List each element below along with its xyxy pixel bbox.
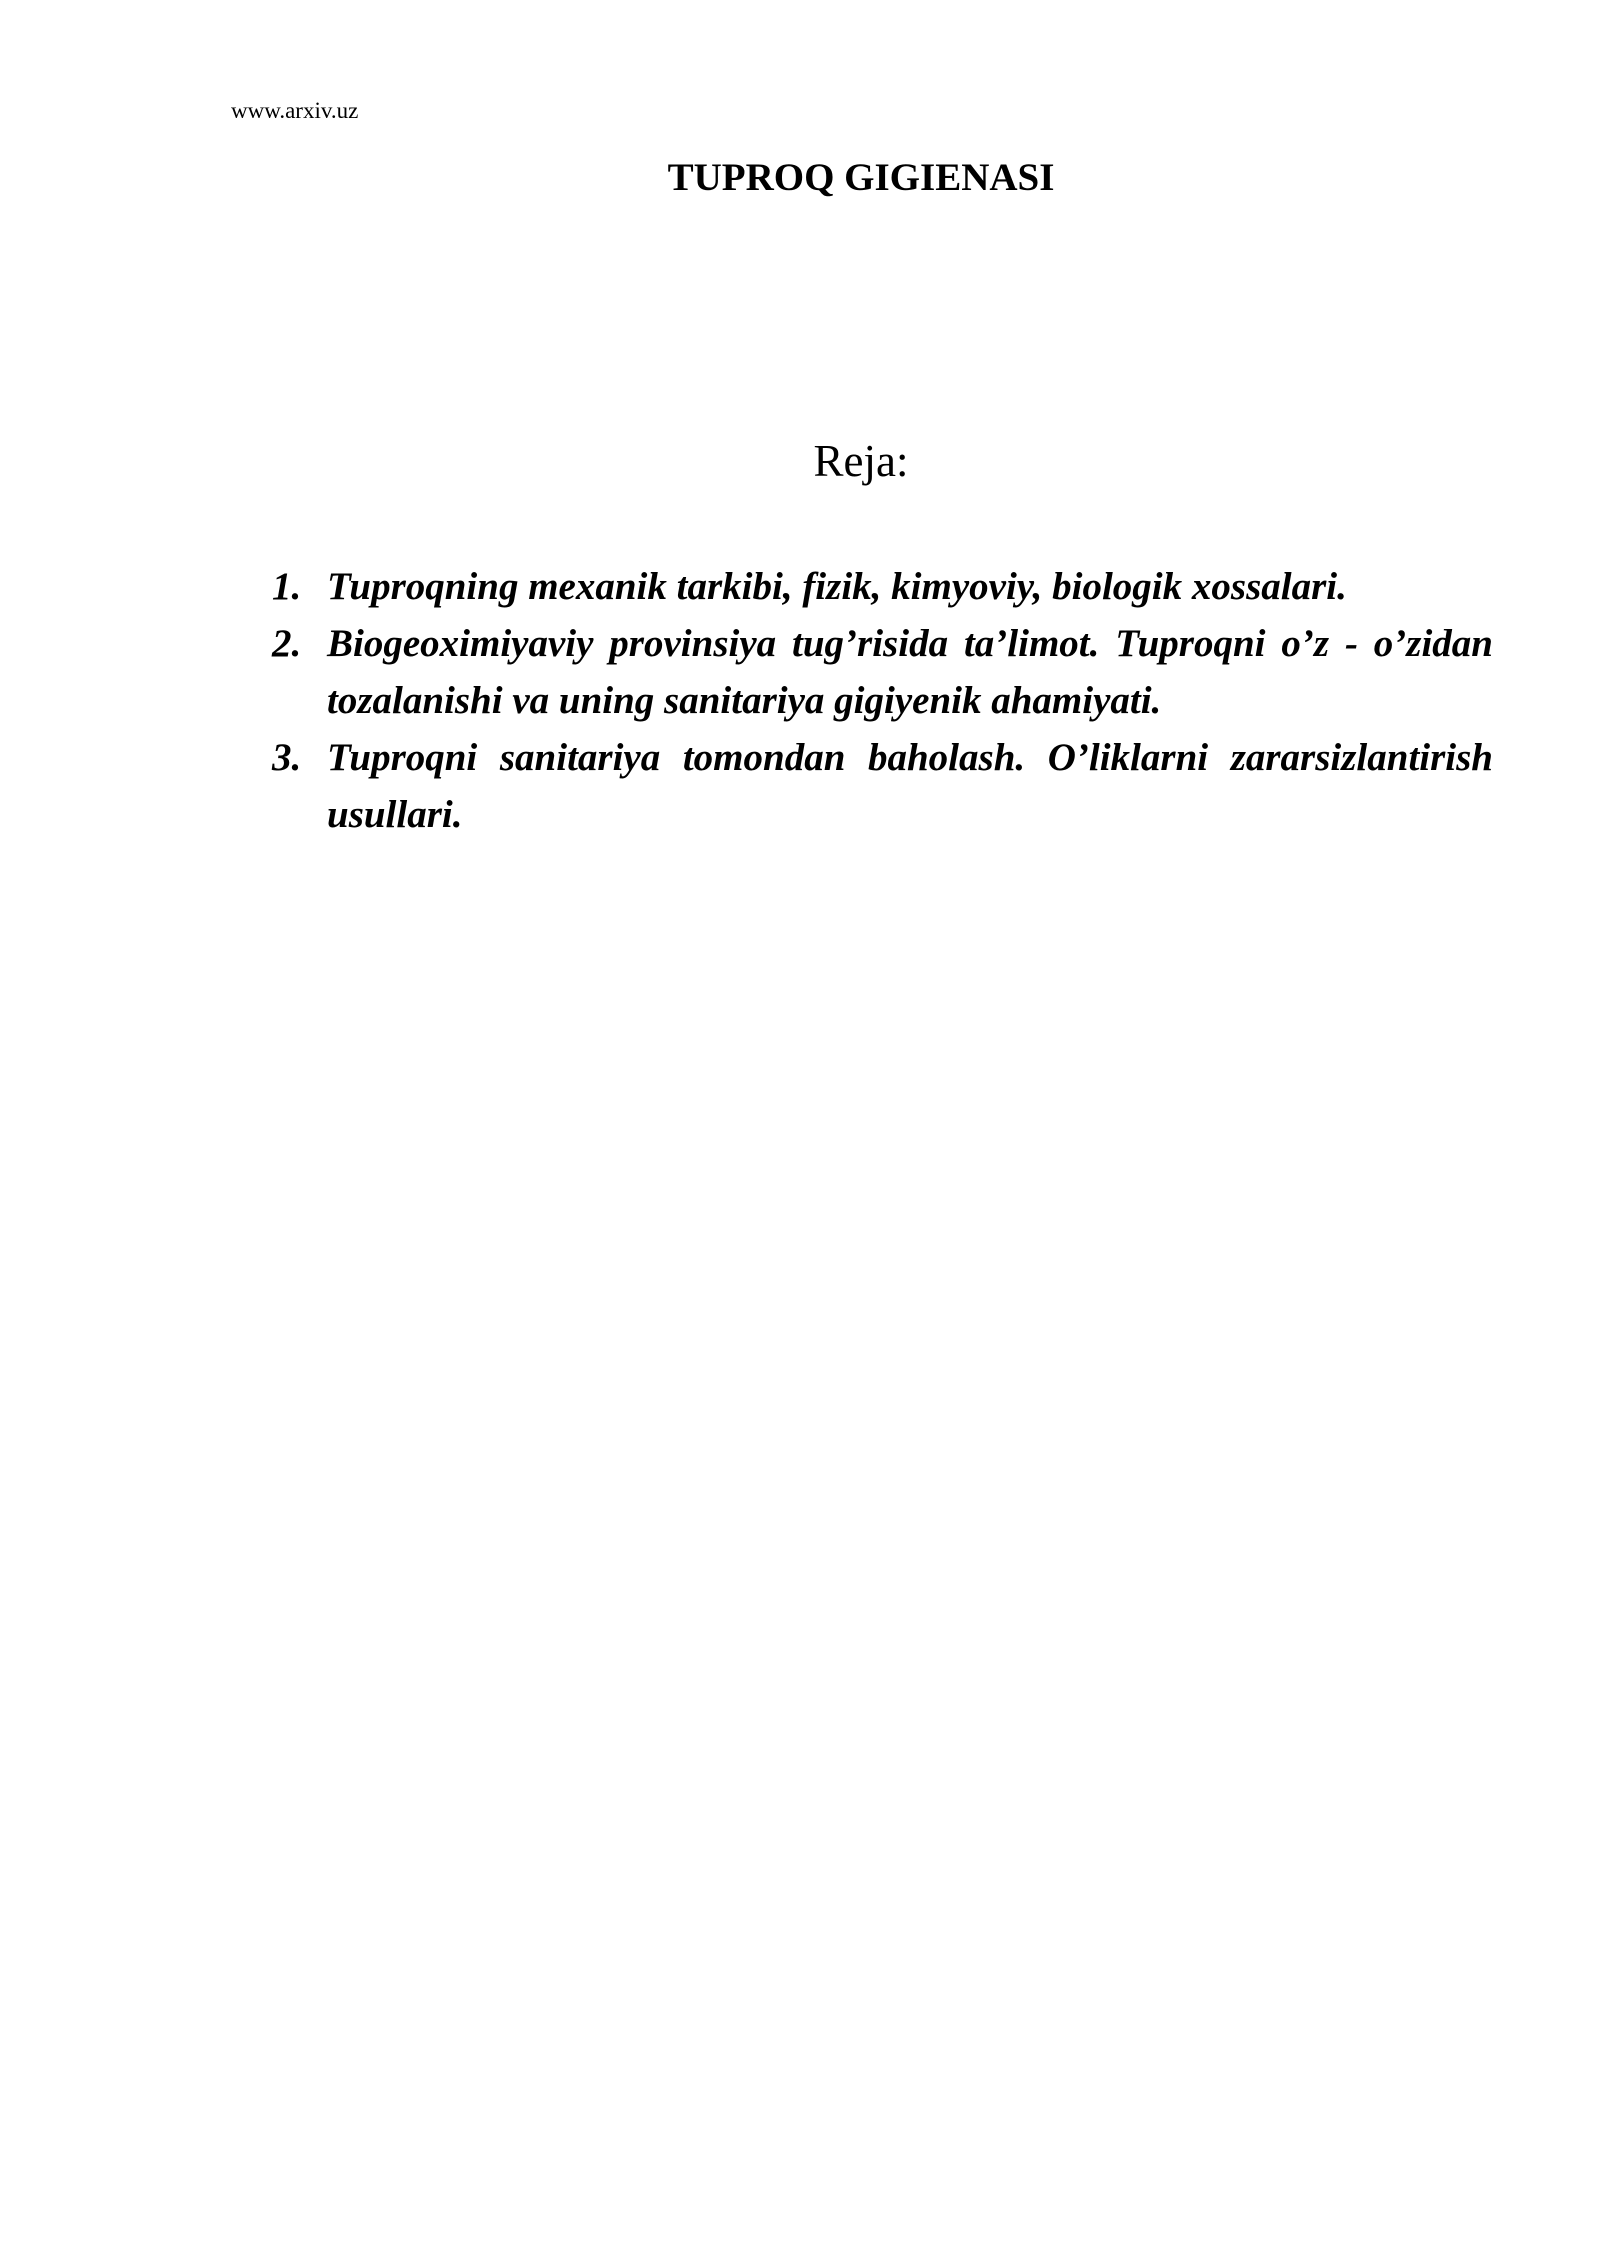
plan-item-number: 2. bbox=[272, 622, 302, 665]
plan-item-number: 3. bbox=[272, 736, 302, 779]
plan-item-text: Tuproqning mexanik tarkibi, fizik, kimyoviy, biologik xossalari. bbox=[327, 565, 1347, 608]
plan-list bbox=[272, 558, 1493, 843]
plan-item-text: Biogeoximiyaviy provinsiya tug’risida ta’limot. Tuproqni o’z - o’zidan tozalanishi va uning sanitariya gigiyenik ahamiyati. bbox=[327, 622, 1493, 722]
plan-item-1 bbox=[272, 558, 1493, 615]
document-title: TUPROQ GIGIENASI bbox=[667, 156, 1055, 199]
plan-item-3 bbox=[272, 729, 1493, 843]
header-site-url: www.arxiv.uz bbox=[231, 98, 359, 123]
plan-item-text: Tuproqni sanitariya tomondan baholash. O’liklarni zararsizlantirish usullari. bbox=[327, 736, 1493, 836]
plan-item-2 bbox=[272, 615, 1493, 729]
plan-item-number: 1. bbox=[272, 565, 302, 608]
plan-heading: Reja: bbox=[813, 436, 909, 486]
